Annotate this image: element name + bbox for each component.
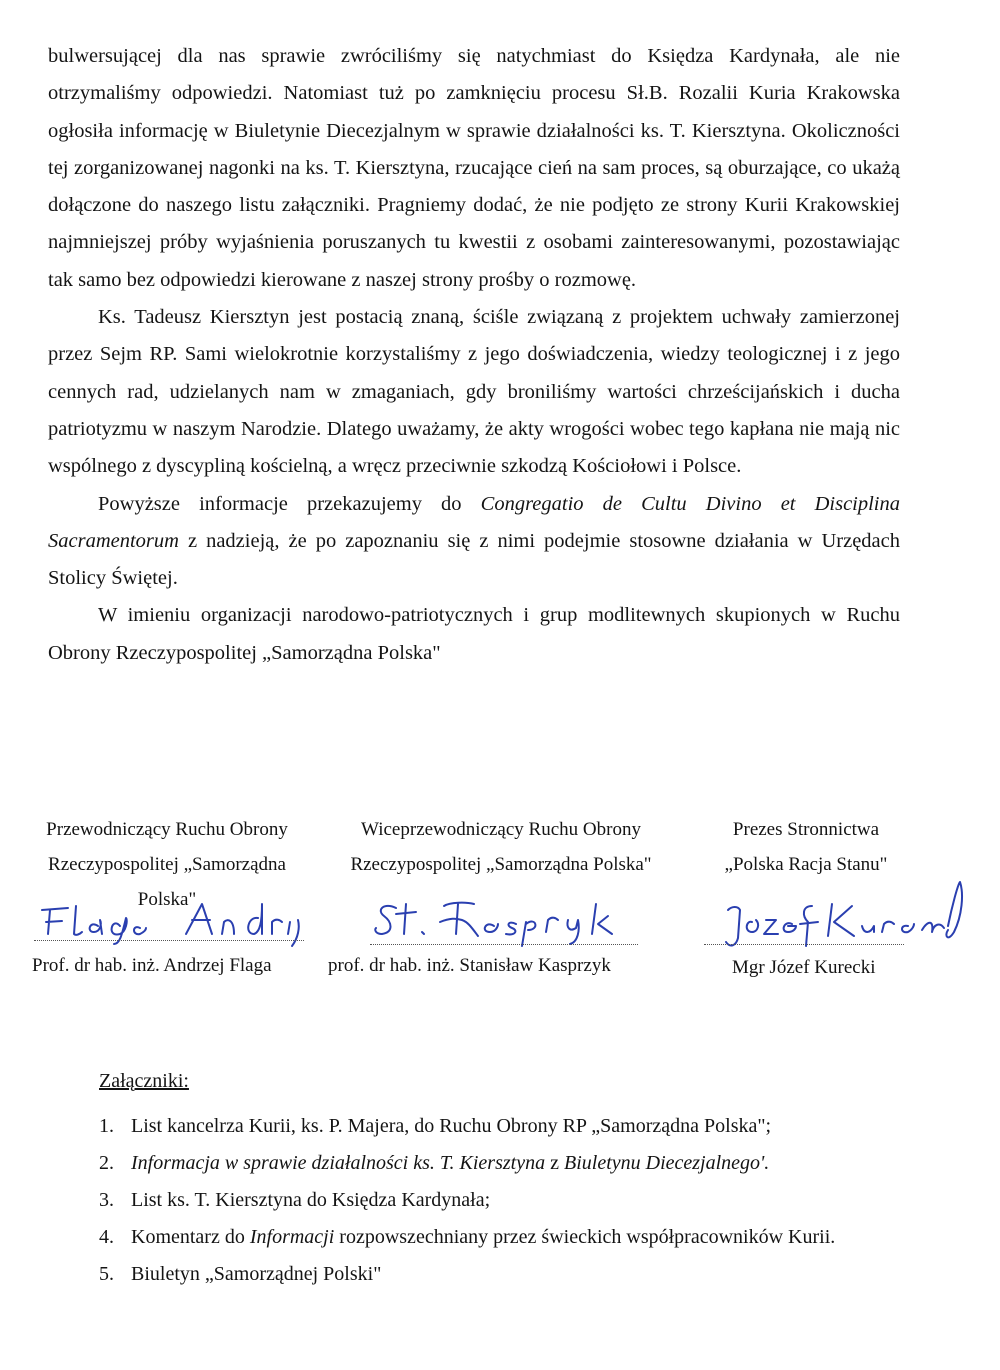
paragraph-3-end: z nadzieją, że po zapoznaniu się z nimi podejmie stosowne działania w Urzędach Stolicy Świętej. — [48, 529, 900, 590]
signatory-3-role-line-2: „Polska Racja Stanu" — [724, 854, 888, 875]
attachment-italic-source: Biuletynu Diecezjalnego'. — [563, 1152, 770, 1174]
paragraph-3-start: Powyższe informacje przekazujemy do — [98, 492, 481, 515]
attachment-item-4 — [99, 1219, 899, 1256]
signatory-2-role-line-1: Wiceprzewodniczący Ruchu Obrony — [361, 819, 641, 840]
attachment-number: 4. — [99, 1226, 114, 1248]
attachment-text: List kancelrza Kurii, ks. P. Majera, do Ruchu Obrony RP „Samorządna Polska"; — [131, 1115, 772, 1137]
attachment-italic-title: Informacja w sprawie działalności ks. T. Kiersztyna — [131, 1152, 546, 1174]
signatory-1-role-line-2: Rzeczypospolitej „Samorządna — [48, 854, 286, 875]
congregation-name: Congregatio de Cultu Divino et Disciplina Sacramentorum — [48, 492, 901, 552]
paragraph-4: W imieniu organizacji narodowo-patriotycznych i grup modlitewnych skupionych w Ruchu Obrony Rzeczypospolitej „Samorządna Polska" — [48, 604, 900, 664]
attachment-item-2 — [99, 1145, 899, 1182]
signatory-3-name: Mgr Józef Kurecki — [732, 957, 876, 978]
signature-2 — [370, 896, 640, 948]
signature-3-dotted-line — [704, 944, 904, 945]
attachment-number: 5. — [99, 1263, 114, 1285]
attachments-heading: Załączniki: — [99, 1070, 189, 1092]
attachment-text: Biuletyn „Samorządnej Polski" — [131, 1263, 382, 1285]
attachment-number: 1. — [99, 1115, 114, 1137]
signatory-1-role-line-1: Przewodniczący Ruchu Obrony — [46, 819, 288, 840]
attachment-italic-title: Informacji — [249, 1226, 335, 1248]
attachment-text: List ks. T. Kiersztyna do Księdza Kardynała; — [131, 1189, 491, 1211]
attachment-item-1 — [99, 1108, 899, 1145]
signatory-3-role-line-1: Prezes Stronnictwa — [732, 819, 880, 840]
attachment-item-3 — [99, 1182, 899, 1219]
attachments-list — [99, 1108, 899, 1293]
paragraph-1: bulwersującej dla nas sprawie zwróciliśmy się natychmiast do Księdza Kardynała, ale nie otrzymaliśmy odpowiedzi. Natomiast tuż po zamknięciu procesu Sł.B. Rozalii Kuria Krakowska ogłosiła informację w Biuletynie Diecezjalnym w sprawie działalności ks. T. Kiersztyna. Okoliczności tej zorganizowanej nagonki na ks. T. Kiersztyna, rzucające cień na sam proces, są oburzające, co ukażą dołączone do naszego listu załączniki. Pragniemy dodać, że nie podjęto ze strony Kurii Krakowskiej najmniejszej próby wyjaśnienia poruszanych tu kwestii z osobami zainteresowanymi, pozostawiając tak samo bez odpowiedzi kierowane z naszej strony prośby o rozmowę. — [48, 45, 900, 291]
attachment-text-start: Komentarz do — [131, 1226, 250, 1248]
signature-2-dotted-line — [370, 944, 638, 945]
signatory-1-role-line-3: Polska" — [137, 889, 197, 910]
attachment-number: 2. — [99, 1152, 114, 1174]
attachment-text-end: rozpowszechniany przez świeckich współpracowników Kurii. — [334, 1226, 836, 1248]
attachment-item-5 — [99, 1256, 899, 1293]
signature-1-dotted-line — [34, 940, 304, 941]
attachment-number: 3. — [99, 1189, 114, 1211]
signatory-2-role — [320, 812, 682, 882]
signatory-3-role — [700, 812, 912, 882]
paragraph-2: Ks. Tadeusz Kiersztyn jest postacią znaną, ściśle związaną z projektem uchwały zamierzonej przez Sejm RP. Sami wielokrotnie korzystaliśmy z jego doświadczenia, wiedzy teologicznej i z jego cennych rad, udzielanych nam w zmaganiach, gdy broniliśmy wartości chrześcijańskich i ducha patriotyzmu w naszym Narodzie. Dlatego uważamy, że akty wrogości wobec tego kapłana nie mają nic wspólnego z dyscypliną kościelną, a wręcz przeciwnie szkodzą Kościołowi i Polsce. — [48, 306, 900, 478]
signatory-2-role-line-2: Rzeczypospolitej „Samorządna Polska" — [350, 854, 652, 875]
paragraph-3 — [48, 486, 900, 598]
attachment-text-mid: z — [545, 1152, 564, 1174]
signatory-1-name: Prof. dr hab. inż. Andrzej Flaga — [32, 955, 272, 976]
signatory-2-name: prof. dr hab. inż. Stanisław Kasprzyk — [328, 955, 611, 976]
letter-body — [48, 38, 900, 672]
